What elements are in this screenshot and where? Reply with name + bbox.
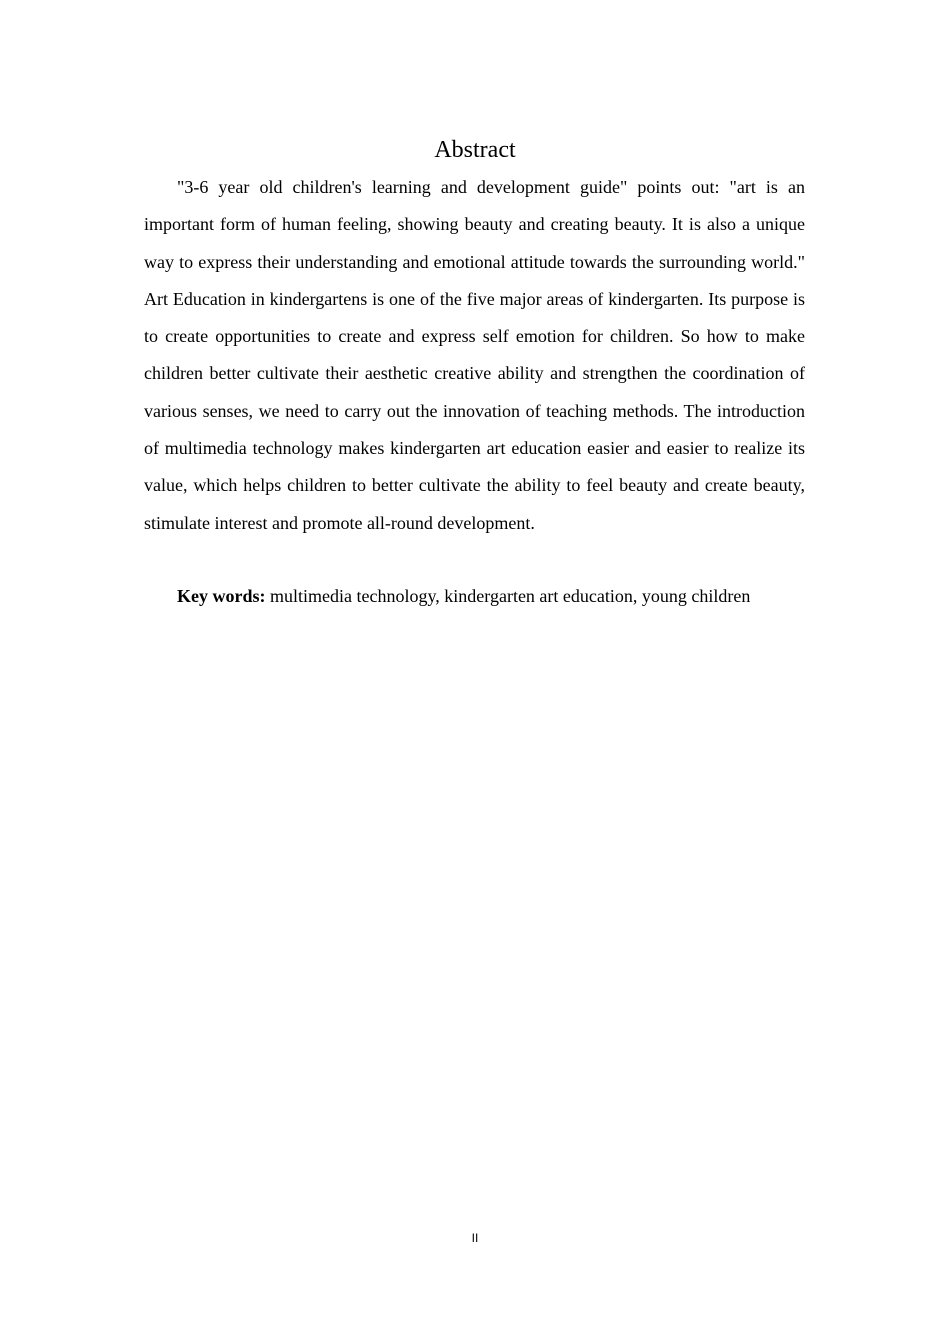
keywords-label: Key words: [177,586,266,606]
keywords-list: multimedia technology, kindergarten art education, young children [265,586,751,606]
page-number: II [471,1231,479,1245]
abstract-title: Abstract [434,137,516,163]
keywords-line [144,578,805,615]
abstract-body-paragraph: "3-6 year old children's learning and development guide" points out: "art is an important form of human feeling, showing beauty and creating beauty. It is also a unique way to express their understanding and emotional attitude towards the surrounding world." Art Education in kindergartens is one of the five major areas of kindergarten. Its purpose is to create opportunities to create and express self emotion for children. So how to make children better cultivate their aesthetic creative ability and strengthen the coordination of various senses, we need to carry out the innovation of teaching methods. The introduction of multimedia technology makes kindergarten art education easier and easier to realize its value, which helps children to better cultivate the ability to feel beauty and create beauty, stimulate interest and promote all-round development. [144,177,805,533]
